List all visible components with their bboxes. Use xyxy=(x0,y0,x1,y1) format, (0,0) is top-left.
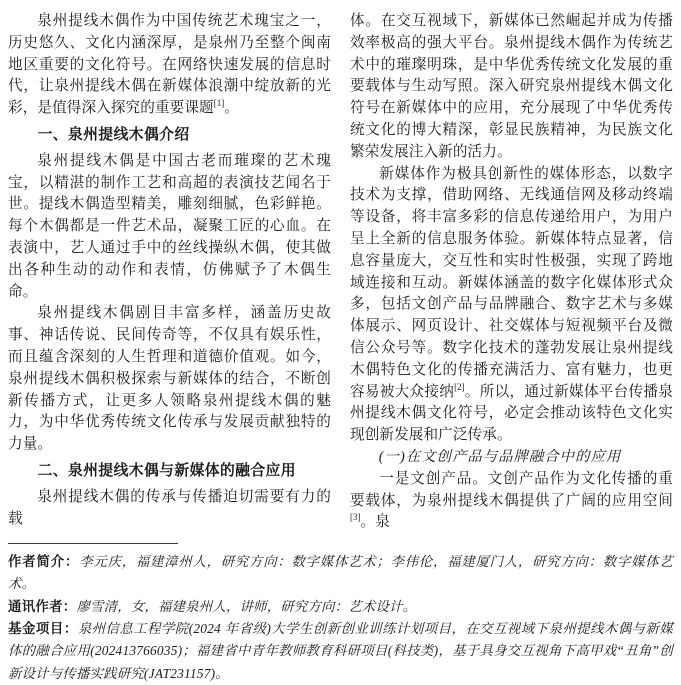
paragraph: 新媒体作为极具创新性的媒体形态，以数字技术为支撑，借助网络、无线通信网及移动终端等设备，将丰富多彩的信息传递给用户，为用户呈上全新的信息服务体验。新媒体特点显著，信息容量庞大，交互性和实时性极强，实现了跨地域连接和互动。新媒体涵盖的数字化媒体形式众多，包括文创产品与品牌融合、数字艺术与多媒体展示、网页设计、社交媒体与短视频平台及微信公众号等。数字化技术的蓬勃发展让泉州提线木偶特色文化的传播充满活力、富有魅力，也更容易被大众接纳[2]。所以，通过新媒体平台传播泉州提线木偶文化符号，必定会推动该特色文化实现创新发展和广泛传承。 xyxy=(350,165,674,444)
footnote-label: 作者简介： xyxy=(8,554,80,570)
paragraph: 泉州提线木偶作为中国传统艺术瑰宝之一，历史悠久、文化内涵深厚，是泉州乃至整个闽南地区重要的文化符号。在网络快速发展的信息时代，让泉州提线木偶在新媒体浪潮中绽放新的光彩，是值得深入探究的重要课题[1]。 xyxy=(8,13,331,117)
section-heading: 一、泉州提线木偶介绍 xyxy=(37,126,190,143)
left-column xyxy=(8,11,331,534)
footnote-text: 李元庆，福建漳州人，研究方向：数字媒体艺术；李伟伦，福建厦门人，研究方向：数字媒体艺术。 xyxy=(8,554,673,592)
footnote-item xyxy=(8,551,673,596)
paragraph: 泉州提线木偶的传承与传播迫切需要有力的载 xyxy=(8,488,331,527)
footnote-label: 基金项目： xyxy=(8,621,78,637)
citation-marker: [3] xyxy=(350,512,361,523)
citation-marker: [2] xyxy=(454,381,465,392)
section-heading: 二、泉州提线木偶与新媒体的融合应用 xyxy=(37,462,296,479)
footnote-section xyxy=(8,543,673,685)
article-body xyxy=(8,11,673,534)
footnote-item xyxy=(8,596,673,618)
citation-marker: [1] xyxy=(213,98,225,109)
paragraph: 一是文创产品。文创产品作为文化传播的重要载体，为泉州提线木偶提供了广阔的应用空间[3]。泉 xyxy=(350,470,673,531)
paragraph: 泉州提线木偶剧目丰富多样，涵盖历史故事、神话传说、民间传奇等，不仅具有娱乐性，而且蕴含深刻的人生哲理和道德价值观。如今，泉州提线木偶积极探索与新媒体的结合，不断创新传播方式，让更多人领略泉州提线木偶的魅力，为中华优秀传统文化传承与发展贡献独特的力量。 xyxy=(8,305,331,453)
subsection-heading: (一)在文创产品与品牌融合中的应用 xyxy=(378,448,622,465)
right-column xyxy=(350,11,673,534)
footnote-list xyxy=(8,551,673,685)
footnote-text: 泉州信息工程学院(2024 年省级)大学生创新创业训练计划项目，在交互视域下泉州提线木偶与新媒体的融合应用(202413766035)；福建省中青年教师教育科研项目(科技类)，基于具身交互视角下高甲戏“丑角”创新设计与传播实践研究(JAT231157)。 xyxy=(8,621,673,681)
footnote-label: 通讯作者： xyxy=(8,598,77,614)
footnote-divider xyxy=(8,543,178,544)
footnote-text: 廖雪清，女，福建泉州人，讲师，研究方向：艺术设计。 xyxy=(76,598,417,614)
paragraph: 泉州提线木偶是中国古老而璀璨的艺术瑰宝，以精湛的制作工艺和高超的表演技艺闻名于世。提线木偶造型精美，雕刻细腻，色彩鲜艳。每个木偶都是一件艺术品，凝聚工匠的心血。在表演中，艺人通过手中的丝线操纵木偶，使其做出各种生动的动作和表情，仿佛赋予了木偶生命。 xyxy=(8,152,331,300)
paragraph: 体。在交互视域下，新媒体已然崛起并成为传播效率极高的强大平台。泉州提线木偶作为传统艺术中的璀璨明珠，是中华优秀传统文化发展的重要载体与生动写照。深入研究泉州提线木偶文化符号在新媒体中的应用，充分展现了中华优秀传统文化的博大精深，彰显民族精神，为民族文化繁荣发展注入新的活力。 xyxy=(350,13,673,160)
footnote-item xyxy=(8,618,673,685)
